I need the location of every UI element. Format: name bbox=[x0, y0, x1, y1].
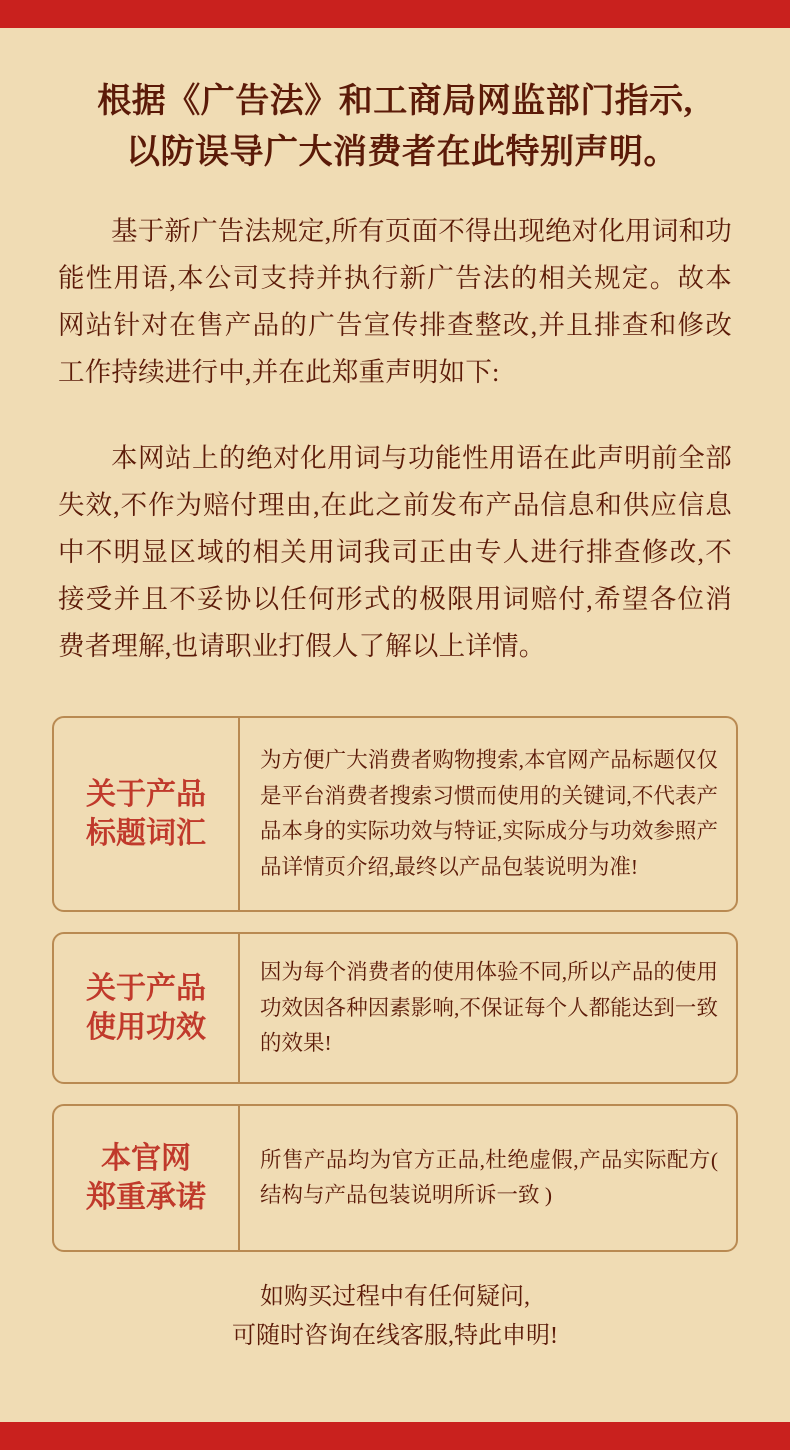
footer-line-2: 可随时咨询在线客服,特此申明! bbox=[232, 1322, 558, 1349]
notice-card-text: 为方便广大消费者购物搜索,本官网产品标题仅仅是平台消费者搜索习惯而使用的关键词,不代表产品本身的实际功效与特证,实际成分与功效参照产品详情页介绍,最终以产品包装说明为准! bbox=[260, 748, 718, 879]
notice-card-label-line-2: 郑重承诺 bbox=[86, 1181, 206, 1215]
notice-card-label bbox=[54, 718, 240, 910]
notice-card-text: 因为每个消费者的使用体验不同,所以产品的使用功效因各种因素影响,不保证每个人都能达到一致的效果! bbox=[260, 960, 718, 1056]
footer-line-1: 如购买过程中有任何疑问, bbox=[260, 1284, 530, 1311]
notice-card-label-line-1: 关于产品 bbox=[86, 971, 206, 1005]
notice-card-list bbox=[52, 716, 738, 1252]
statement-paragraph-1: 基于新广告法规定,所有页面不得出现绝对化用词和功能性用语,本公司支持并执行新广告法的相关规定。故本网站针对在售产品的广告宣传排查整改,并且排查和修改工作持续进行中,并在此郑重声明如下: bbox=[58, 216, 732, 388]
notice-card-product-effect bbox=[52, 932, 738, 1084]
page-title-line-2: 以防误导广大消费者在此特别声明。 bbox=[126, 134, 678, 171]
notice-card-label-line-2: 使用功效 bbox=[86, 1011, 206, 1045]
notice-card-label bbox=[54, 934, 240, 1082]
notice-card-label-line-1: 关于产品 bbox=[86, 777, 206, 811]
notice-card-official-promise bbox=[52, 1104, 738, 1252]
page-title-line-1: 根据《广告法》和工商局网监部门指示, bbox=[97, 83, 693, 120]
notice-card-text: 所售产品均为官方正品,杜绝虚假,产品实际配方( 结构与产品包装说明所诉一致 ) bbox=[260, 1147, 718, 1208]
notice-card-label bbox=[54, 1106, 240, 1250]
notice-card-label-line-2: 标题词汇 bbox=[86, 817, 206, 851]
statement-paragraph-2: 本网站上的绝对化用词与功能性用语在此声明前全部失效,不作为赔付理由,在此之前发布产品信息和供应信息中不明显区域的相关用词我司正由专人进行排查修改,不接受并且不妥协以任何形式的极限用词赔付,希望各位消费者理解,也请职业打假人了解以上详情。 bbox=[58, 442, 732, 662]
footer-note bbox=[52, 1278, 738, 1355]
disclaimer-panel bbox=[0, 28, 790, 1422]
notice-card-label-line-1: 本官网 bbox=[101, 1141, 191, 1175]
page-title bbox=[52, 76, 738, 178]
notice-card-product-title bbox=[52, 716, 738, 912]
